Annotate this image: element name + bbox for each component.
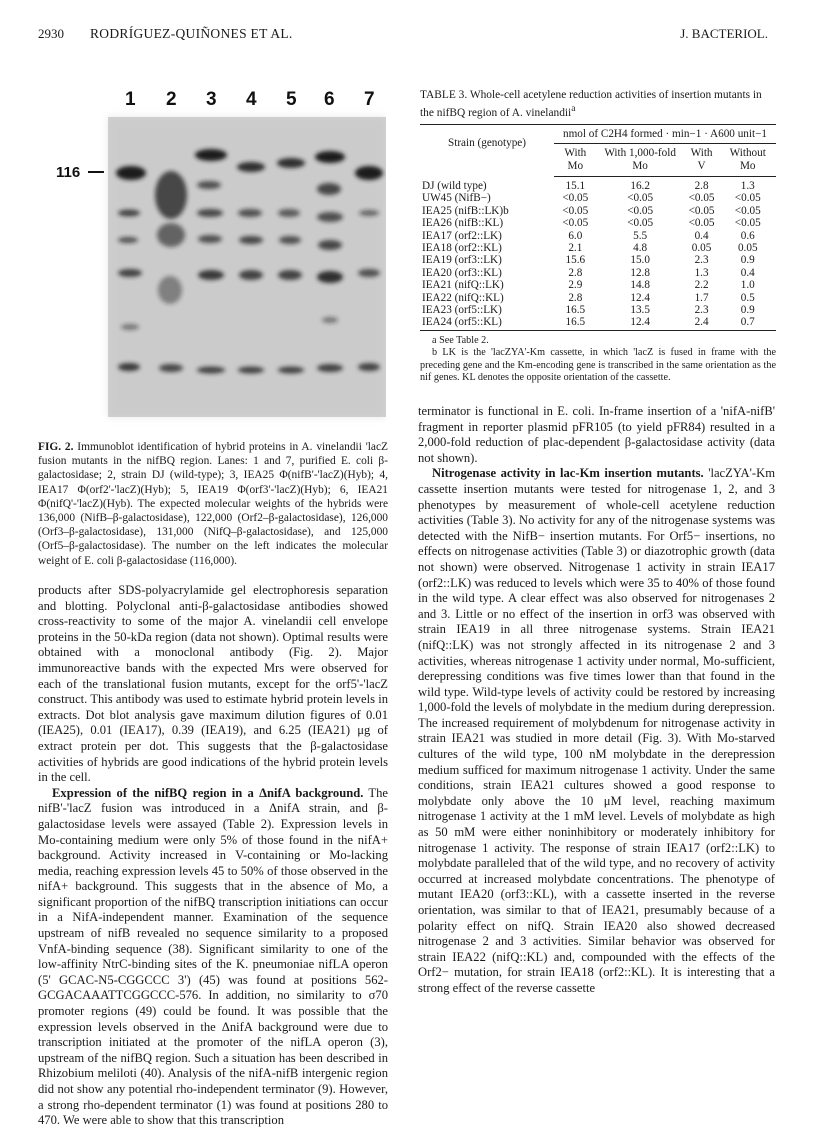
column-group-header: nmol of C2H4 formed · min−1 · A600 unit−1 <box>554 124 776 143</box>
right-paragraph-1: terminator is functional in E. coli. In-frame insertion of a 'nifA-nifB' fragment in reporter plasmid pFR105 (to yield pFR84) resulted in a 2,000-fold reduction of plac-dependent β-galactosidase activity (data not shown). <box>418 404 775 465</box>
column-header: Without Mo <box>720 144 777 177</box>
value-cell: <0.05 <box>688 192 715 205</box>
value-cell: 0.6 <box>740 229 755 242</box>
value-cell: 0.5 <box>740 291 755 304</box>
value-cell: 2.9 <box>568 279 583 292</box>
running-title: RODRÍGUEZ-QUIÑONES ET AL. <box>90 26 293 41</box>
band-lane6-hybrid <box>315 151 345 163</box>
lane-label-5: 5 <box>286 89 297 110</box>
value-cell: 12.4 <box>597 316 684 330</box>
strain-cell: UW45 (NifB−) <box>422 192 491 205</box>
band-lane2-smear <box>155 171 187 219</box>
value-cell: 15.6 <box>565 254 586 267</box>
value-cell: 1.0 <box>740 279 755 292</box>
band-lane3-hybrid <box>195 149 227 161</box>
table-row <box>420 267 776 279</box>
strain-cell: IEA25 (nifB::LK)b <box>422 204 509 217</box>
value-cell: 16.5 <box>554 316 597 330</box>
value-cell: 0.9 <box>740 254 755 267</box>
figure-caption <box>38 440 388 568</box>
immunoblot-figure <box>56 85 386 435</box>
table-row <box>420 205 776 217</box>
strain-cell: IEA26 (nifB::KL) <box>422 217 504 230</box>
value-cell: 1.7 <box>694 291 709 304</box>
strain-cell: IEA24 (orf5::KL) <box>420 316 554 330</box>
value-cell: 15.0 <box>630 254 650 267</box>
strain-cell: IEA20 (orf3::KL) <box>422 266 502 279</box>
strain-cell: IEA18 (orf2::KL) <box>422 242 502 255</box>
value-cell: 2.8 <box>568 291 583 304</box>
table-row <box>420 292 776 304</box>
left-paragraph-2 <box>38 786 388 1129</box>
strain-cell: IEA19 (orf3::LK) <box>422 254 502 267</box>
value-cell: 13.5 <box>630 304 650 317</box>
lane-label-3: 3 <box>206 89 217 110</box>
value-cell: 0.05 <box>737 242 758 255</box>
right-column-text <box>418 404 775 997</box>
strain-cell: IEA22 (nifQ::KL) <box>422 291 504 304</box>
table-row <box>420 254 776 266</box>
table-row <box>420 316 776 330</box>
value-cell: <0.05 <box>562 217 589 230</box>
value-cell: 5.5 <box>633 229 648 242</box>
value-cell: 2.8 <box>694 180 709 193</box>
band-lane5-hybrid <box>277 158 305 168</box>
value-cell: <0.05 <box>688 204 715 217</box>
value-cell: 15.1 <box>565 180 586 193</box>
value-cell: <0.05 <box>627 192 654 205</box>
table-title-text: TABLE 3. Whole-cell acetylene reduction activities of insertion mutants in the nifBQ region of A. vinelandii <box>420 89 762 119</box>
value-cell: 2.4 <box>684 316 720 330</box>
value-cell: <0.05 <box>688 217 715 230</box>
acetylene-reduction-table <box>420 124 776 331</box>
table-3 <box>420 88 776 385</box>
value-cell: 2.1 <box>568 242 583 255</box>
value-cell: 2.2 <box>694 279 709 292</box>
left-column-text <box>38 583 388 1129</box>
lane-label-2: 2 <box>166 89 177 110</box>
value-cell: 16.2 <box>630 180 650 193</box>
lane-label-1: 1 <box>125 89 136 110</box>
table-row <box>420 177 776 193</box>
value-cell: 0.4 <box>740 266 755 279</box>
figure-caption-label: FIG. 2. <box>38 441 74 453</box>
value-cell: <0.05 <box>734 192 761 205</box>
value-cell: 6.0 <box>568 229 583 242</box>
column-header: With 1,000-fold Mo <box>597 144 684 177</box>
table-body <box>420 177 776 331</box>
value-cell: 1.3 <box>694 266 709 279</box>
footnote-a: a See Table 2. <box>432 334 489 346</box>
strain-column-header: Strain (genotype) <box>420 124 554 176</box>
right-paragraph-2 <box>418 466 775 996</box>
value-cell: <0.05 <box>627 204 654 217</box>
value-cell: <0.05 <box>734 217 761 230</box>
table-title <box>420 88 776 120</box>
value-cell: 0.05 <box>691 242 712 255</box>
table-row <box>420 242 776 254</box>
section-heading-nitrogenase-activity: Nitrogenase activity in lac-Km insertion mutants. <box>432 466 704 481</box>
column-header: With V <box>684 144 720 177</box>
left-paragraph-2-text: The nifB'-'lacZ fusion was introduced in a ΔnifA strain, and β-galactosidase levels were assayed (Table 2). Expression levels in Mo-containing medium were only 5% of those found in the nifA+ background. Activity increased in V-containing or Mo-lacking media, reaching expression levels 45 to 50% of those observed in the nifA+ background. This suggests that in the absence of Mo, a significant proportion of the nifBQ transcription initiations can occur in a NifA-independent manner. Examination of the sequence upstream of nifB revealed no sequence similarity to a proposed VnfA-binding sequence (38). Significant similarity to one of the low-affinity NtrC-binding sites of the K. pneumoniae nifLA operon (5' GCAC-N5-CGGCCC 3') (45) was found at positions 562-GCGACAAATTCGGCCC-576. In addition, no similarity to σ70 promoter regions (49) could be found. It was possible that the expression levels observed in the ΔnifA background were due to transcription initiated at the promoter of the nifLA operon (3), upstream of the nifBQ region. Such a situation has been described in Rhizobium meliloti (40). Analysis of the nifA-nifB intergenic region did not show any potential rho-independent terminator (9). However, a strong rho-dependent terminator (1) was found at positions 280 to 470. We were able to show that this transcription <box>38 785 389 1128</box>
value-cell: 0.9 <box>740 304 755 317</box>
band-lane4-hybrid <box>237 162 265 172</box>
strain-cell: IEA21 (nifQ::LK) <box>422 279 504 292</box>
table-footnotes <box>420 335 776 385</box>
table-row <box>420 279 776 291</box>
page-number: 2930 <box>38 26 64 41</box>
column-header: With Mo <box>554 144 597 177</box>
footnote-b: b LK is the 'lacZYA'-Km cassette, in which 'lacZ is fused in frame with the preceding gene and the Km-encoding gene is transcribed in the same orientation as the nif genes. KL denotes the opposite orientation of the cassette. <box>420 347 776 384</box>
lane-label-6: 6 <box>324 89 335 110</box>
mw-marker-label: 116 <box>56 164 81 181</box>
value-cell: 2.3 <box>694 304 709 317</box>
lane-label-7: 7 <box>364 89 375 110</box>
value-cell: <0.05 <box>562 192 589 205</box>
value-cell: 12.4 <box>630 291 650 304</box>
value-cell: <0.05 <box>562 204 589 217</box>
table-title-marker: a <box>571 104 576 114</box>
value-cell: 1.3 <box>740 180 755 193</box>
value-cell: 4.8 <box>633 242 648 255</box>
value-cell: 16.5 <box>565 304 586 317</box>
value-cell: 14.8 <box>630 279 650 292</box>
section-heading-nifa-background: Expression of the nifBQ region in a ΔnifA background. <box>52 785 364 800</box>
journal-name: J. BACTERIOL. <box>680 26 768 41</box>
value-cell: <0.05 <box>734 204 761 217</box>
strain-cell: DJ (wild type) <box>422 179 487 192</box>
band-lane7-main <box>355 166 383 180</box>
value-cell: <0.05 <box>627 217 654 230</box>
value-cell: 2.3 <box>694 254 709 267</box>
table-row <box>420 230 776 242</box>
strain-cell: IEA23 (orf5::LK) <box>422 304 502 317</box>
left-paragraph-1: products after SDS-polyacrylamide gel electrophoresis separation and blotting. Polyclonal anti-β-galactosidase antibodies showed cross-reactivity to some of the major A. vinelandii cell envelope proteins in the 50-kDa region (data not shown). Optimal results were obtained with a monoclonal antibody (Fig. 2). Major immunoreactive bands with the expected Mrs were observed for each of the translational fusion mutants, except for the orf5'-'lacZ construct. This antibody was used to estimate hybrid protein levels in extracts. Dot blot analysis gave maximum dilution figures of 0.01 (IEA25), 0.01 (IEA17), 0.39 (IEA19), and 6.25 (IEA21) μg of extract protein per dot. This suggests that the β-galactosidase activities of hybrids are good indications of the hybrid protein levels in the cell. <box>38 583 388 785</box>
value-cell: 12.8 <box>630 266 650 279</box>
table-row <box>420 217 776 229</box>
value-cell: 0.7 <box>720 316 777 330</box>
table-row <box>420 192 776 204</box>
right-paragraph-2-text: 'lacZYA'-Km cassette insertion mutants were tested for nitrogenase 1, 2, and 3 phenotypes by measurement of whole-cell acetylene reduction activities (Table 3). No activity for any of the nitrogenase systems was detected with the NifB− insertion mutants. For Orf5− insertions, no effects on nitrogenase activities (Table 3) or diazotrophic growth (data not shown) were observed. Nitrogenase 1 activity in strain IEA17 (orf2::LK) was reduced to levels which were 35 to 40% of those found in the wild type. A clear effect was also observed for nitrogenases 2 and 3. Little or no effect of the insertion in orf3 was observed with strain IEA19 in all three nitrogenase systems. Strain IEA21 (nifQ::LK) was not strongly affected in its nitrogenase 2 and 3 activities, whereas nitrogenase 1 activity under normal, Mo-sufficient, derepressing conditions was five times lower than that found in the wild type. Wild-type levels of activity could be restored by increasing 1,000-fold the levels of molybdate in the medium during derepression. The increased requirement of molybdenum for nitrogenase activity in strain IEA21 was studied in more detail (Fig. 3). With Mo-starved cultures of the wild type, 100 nM molybdate in the derepression medium sufficed for maximum nitrogenase 1 activity. Under the same conditions, strain IEA21 cultures showed a good response to molybdate only above the 10 μM level, reaching maximum nitrogenase 1 activity at the 1 mM level. Levels of molybdate as high as 50 mM were either noninhibitory or moderately inhibitory for nitrogenase 1 activity. The response of strain IEA17 (orf2::LK) to molybdate paralleled that of the wild type, and no recovery of activity occurred at increased molybdate concentrations. The phenotype of mutant IEA20 (orf3::KL), with a cassette inserted in the reverse orientation, was similar to that of IEA21, presumably because of a polarity effect on nifQ. Strain IEA20 also showed decreased nitrogenase 2 and 3 activities. Similar behavior was observed for strain IEA22 (nifQ::KL) and, compounded with the effects of the Orf2− mutation, for strain IEA18 (orf2::KL). It is interesting that a strong effect of the reverse cassette <box>418 466 775 995</box>
figure-caption-text: Immunoblot identification of hybrid proteins in A. vinelandii 'lacZ fusion mutants in the nifBQ region. Lanes: 1 and 7, purified E. coli β-galactosidase; 2, strain DJ (wild-type); 3, IEA25 Φ(nifB'-'lacZ)(Hyb); 4, IEA17 Φ(orf2'-'lacZ)(Hyb); 5, IEA19 Φ(orf3'-'lacZ)(Hyb); 6, IEA21 Φ(nifQ'-'lacZ)(Hyb). The expected molecular weights of the hybrids were 136,000 (NifB–β-galactosidase), 122,000 (Orf2–β-galactosidase), 126,000 (Orf3–β-galactosidase), 131,000 (NifQ–β-galactosidase), and 125,000 (Orf5–β-galactosidase). The number on the left indicates the molecular weight of E. coli β-galactosidase (116,000). <box>38 441 388 567</box>
lane-label-4: 4 <box>246 89 257 110</box>
band-lane1-main <box>116 166 146 180</box>
strain-cell: IEA17 (orf2::LK) <box>422 229 502 242</box>
value-cell: 2.8 <box>568 266 583 279</box>
value-cell: 0.4 <box>694 229 709 242</box>
table-row <box>420 304 776 316</box>
